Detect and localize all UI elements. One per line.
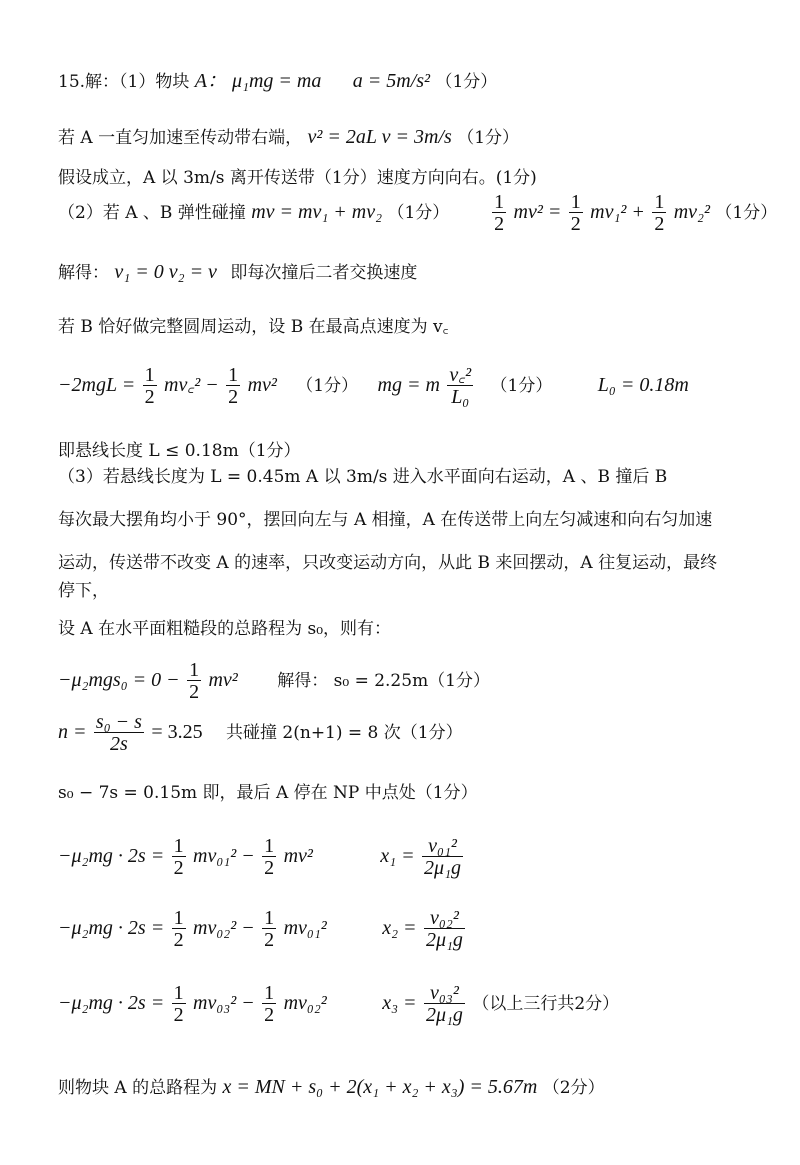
fraction: $\frac{\text{s₀ − s}}{2s}$ [95, 711, 142, 755]
line-9 [58, 462, 667, 487]
fraction: $\frac{1}{2}$ [144, 364, 155, 408]
equation: mv꜀² − [164, 374, 219, 396]
line-3 [58, 163, 537, 188]
score-note: （1分） [387, 203, 450, 223]
fraction: $\frac{\text{v₀₃²}}{\text{2μ₁g}}$ [425, 982, 463, 1026]
fraction: $\frac{1}{2}$ [173, 907, 184, 951]
equation: mg = m [377, 374, 440, 396]
equation: mv₀₁² − [193, 845, 255, 867]
text: 解得： s₀ = 2.25m（1分） [277, 671, 491, 691]
equation: mv₀₂² [283, 992, 327, 1014]
score-note: （1分） [490, 376, 553, 396]
score-note: （1分） [435, 72, 498, 92]
equation: x = MN + s₀ + 2(x₁ + x₂ + x₃) = 5.67m [222, 1076, 538, 1098]
fraction: $\frac{1}{2}$ [264, 982, 275, 1026]
line-19 [58, 983, 619, 1026]
equation: −μ₂mg · 2s = [58, 845, 165, 867]
text: 假设成立，A 以 3m/s 离开传送带（1分）速度方向向右。(1分) [58, 168, 537, 188]
equation: mv₂² [673, 201, 710, 223]
text: （3）若悬线长度为 L = 0.45m A 以 3m/s 进入水平面向右运动，A 、B 撞后 B [58, 467, 668, 487]
fraction: $\frac{1}{2}$ [494, 191, 505, 235]
equation: mv² [208, 669, 238, 691]
fraction: $\frac{1}{2}$ [654, 191, 665, 235]
equation: x₁ = [380, 845, 415, 867]
equation: −2mgL = [58, 374, 136, 396]
problem-label: 15.解：（1）物块 [58, 72, 190, 92]
text: 若 B 恰好做完整圆周运动，设 B 在最高点速度为 v꜀ [58, 317, 449, 337]
equation: mv₀₁² [283, 917, 327, 939]
line-4 [58, 192, 777, 235]
equation: L₀ = 0.18m [597, 374, 689, 396]
fraction: $\frac{1}{2}$ [173, 982, 184, 1026]
score-note: （2分） [542, 1078, 605, 1098]
line-18 [58, 908, 467, 951]
equation: −μ₂mg · 2s = [58, 917, 165, 939]
equation: −μ₂mg · 2s = [58, 992, 165, 1014]
text: 运动，传送带不改变 A 的速率，只改变运动方向，从此 B 来回摆动，A 往复运动，最终 [58, 553, 718, 573]
equation: x₂ = [382, 917, 417, 939]
equation: mv² [247, 374, 277, 396]
text: 即悬线长度 L ≤ 0.18m（1分） [58, 441, 301, 461]
text: 若 A 一直匀加速至传动带右端， [58, 128, 303, 148]
score-note: （以上三行共2分） [472, 994, 620, 1014]
line-8 [58, 436, 301, 461]
equation: mv² = [513, 201, 562, 223]
fraction: $\frac{1}{2}$ [228, 364, 239, 408]
equation: mv = mv₁ + mv₂ [251, 201, 383, 223]
fraction: $\frac{1}{2}$ [264, 835, 275, 879]
equation: v₁ = 0 v₂ = v [114, 261, 217, 283]
line-14 [58, 660, 490, 703]
line-11 [58, 548, 717, 573]
equation: n = [58, 721, 87, 743]
text: 每次最大摆角均小于 90°，摆回向左与 A 相撞，A 在传送带上向左匀减速和向右匀加速 [58, 510, 713, 530]
equation: A： μ₁mg = ma [194, 70, 322, 92]
text: 共碰撞 2(n+1) = 8 次（1分） [226, 723, 463, 743]
equation: mv₀₂² − [193, 917, 255, 939]
line-17 [58, 836, 465, 879]
fraction: $\frac{1}{2}$ [264, 907, 275, 951]
equation: = 3.25 [151, 721, 203, 743]
equation: x₃ = [382, 992, 417, 1014]
text: 停下， [58, 581, 109, 601]
equation: a = 5m/s² [352, 70, 431, 92]
text: （2）若 A 、B 弹性碰撞 [58, 203, 246, 223]
text: 解得： [58, 263, 109, 283]
line-10 [58, 505, 712, 530]
text: 即每次撞后二者交换速度 [230, 263, 418, 283]
line-20 [58, 1073, 605, 1099]
fraction: $\frac{\text{v₀₁²}}{\text{2μ₁g}}$ [424, 835, 462, 879]
fraction: $\frac{1}{2}$ [189, 659, 200, 703]
text: 则物块 A 的总路程为 [58, 1078, 218, 1098]
equation: mv² [283, 845, 313, 867]
line-16 [58, 778, 478, 803]
score-note: （1分） [715, 203, 778, 223]
line-15 [58, 712, 463, 755]
equation: v² = 2aL v = 3m/s [307, 126, 452, 148]
fraction: $\frac{1}{2}$ [173, 835, 184, 879]
text: s₀ − 7s = 0.15m 即，最后 A 停在 NP 中点处（1分） [58, 783, 478, 803]
score-note: （1分） [296, 376, 359, 396]
score-note: （1分） [457, 128, 520, 148]
text: 设 A 在水平面粗糙段的总路程为 s₀，则有： [58, 619, 392, 639]
equation: −μ₂mgs₀ = 0 − [58, 669, 180, 691]
equation: mv₀₃² − [193, 992, 255, 1014]
fraction: $\frac{1}{2}$ [570, 191, 581, 235]
line-2 [58, 123, 519, 149]
line-5 [58, 258, 417, 284]
equation: mv₁² + [590, 201, 645, 223]
line-12 [58, 576, 109, 601]
fraction: $\frac{\text{v꜀²}}{\text{L₀}}$ [449, 364, 472, 408]
line-6 [58, 312, 449, 337]
fraction: $\frac{\text{v₀₂²}}{\text{2μ₁g}}$ [425, 907, 463, 951]
line-1 [58, 64, 497, 93]
line-13 [58, 614, 391, 639]
line-7 [58, 365, 689, 408]
